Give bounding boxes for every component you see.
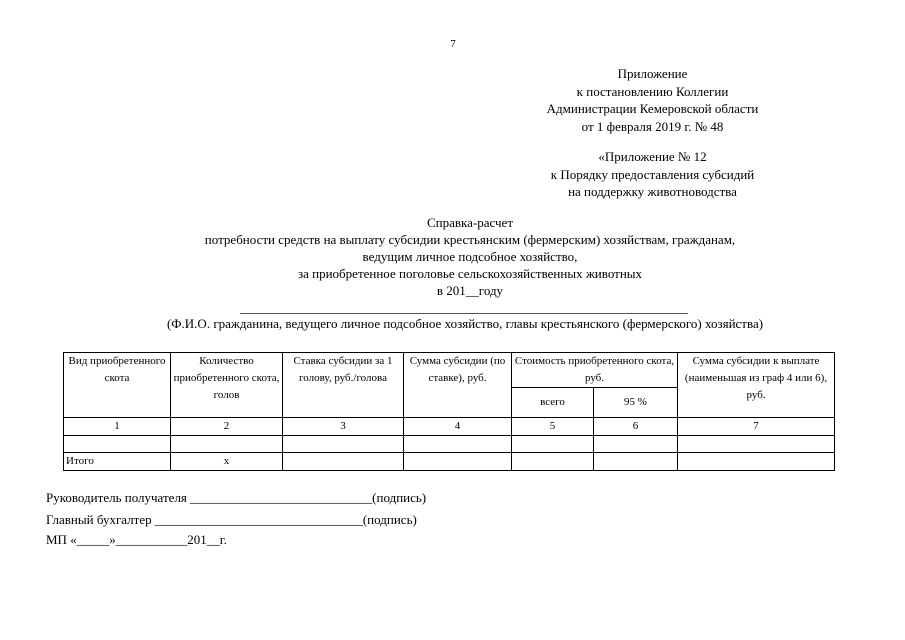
stamp-date-line: МП «_____»___________201__г. bbox=[46, 532, 227, 547]
table-row-total bbox=[64, 453, 835, 471]
column-number: 7 bbox=[678, 418, 835, 436]
header-animal-type: Вид приобретенного скота bbox=[64, 353, 171, 418]
header-cost-95: 95 % bbox=[594, 388, 678, 418]
table-row-empty bbox=[64, 436, 835, 453]
table-cell bbox=[678, 453, 835, 471]
table-cell bbox=[64, 436, 171, 453]
header-rate: Ставка субсидии за 1 голову, руб./голова bbox=[283, 353, 404, 418]
total-label: Итого bbox=[64, 453, 171, 471]
table-cell bbox=[283, 453, 404, 471]
column-number: 6 bbox=[594, 418, 678, 436]
title-line: за приобретенное поголовье сельскохозяйственных животных bbox=[297, 266, 643, 281]
column-number: 2 bbox=[171, 418, 283, 436]
header-subsidy-payable: Сумма субсидии к выплате (наименьшая из граф 4 или 6), руб. bbox=[678, 353, 835, 418]
appendix-line: «Приложение № 12 bbox=[598, 149, 707, 164]
table-cell bbox=[512, 436, 594, 453]
table-cell bbox=[678, 436, 835, 453]
appendix-line: к постановлению Коллегии bbox=[576, 83, 729, 99]
table-cell bbox=[594, 453, 678, 471]
document-title bbox=[100, 214, 840, 299]
header-cost-total: всего bbox=[512, 388, 594, 418]
column-number: 4 bbox=[404, 418, 512, 436]
table-cell bbox=[404, 453, 512, 471]
title-line: Справка-расчет bbox=[426, 215, 514, 230]
appendix-12-header bbox=[520, 148, 785, 201]
appendix-line: от 1 февраля 2019 г. № 48 bbox=[581, 118, 724, 134]
total-x: х bbox=[171, 453, 283, 471]
appendix-header bbox=[520, 65, 785, 135]
appendix-line: Администрации Кемеровской области bbox=[546, 101, 759, 116]
page-number: 7 bbox=[450, 38, 456, 50]
signature-accountant: Главный бухгалтер ________________________________(подпись) bbox=[46, 512, 417, 527]
table-cell bbox=[283, 436, 404, 453]
header-quantity: Количество приобретенного скота, голов bbox=[171, 353, 283, 418]
signature-head: Руководитель получателя ____________________________(подпись) bbox=[46, 490, 427, 505]
table-cell bbox=[404, 436, 512, 453]
column-number: 3 bbox=[283, 418, 404, 436]
fio-fill-line bbox=[240, 313, 688, 314]
column-number: 1 bbox=[64, 418, 171, 436]
table-cell bbox=[171, 436, 283, 453]
appendix-line: Приложение bbox=[617, 66, 688, 81]
calculation-table bbox=[63, 352, 835, 471]
column-number: 5 bbox=[512, 418, 594, 436]
header-cost: Стоимость приобретенного скота, руб. bbox=[512, 353, 678, 388]
appendix-line: к Порядку предоставления субсидий bbox=[550, 166, 755, 182]
title-line: потребности средств на выплату субсидии крестьянским (фермерским) хозяйствам, гражданам, bbox=[204, 232, 736, 247]
table-cell bbox=[594, 436, 678, 453]
appendix-line: на поддержку животноводства bbox=[568, 184, 737, 199]
title-line: в 201__году bbox=[436, 283, 504, 298]
fio-caption: (Ф.И.О. гражданина, ведущего личное подсобное хозяйство, главы крестьянского (фермерского) хозяйства) bbox=[166, 316, 764, 331]
table-cell bbox=[512, 453, 594, 471]
table-row-numbers bbox=[64, 418, 835, 436]
title-line: ведущим личное подсобное хозяйство, bbox=[362, 249, 578, 264]
header-subsidy-by-rate: Сумма субсидии (по ставке), руб. bbox=[404, 353, 512, 418]
